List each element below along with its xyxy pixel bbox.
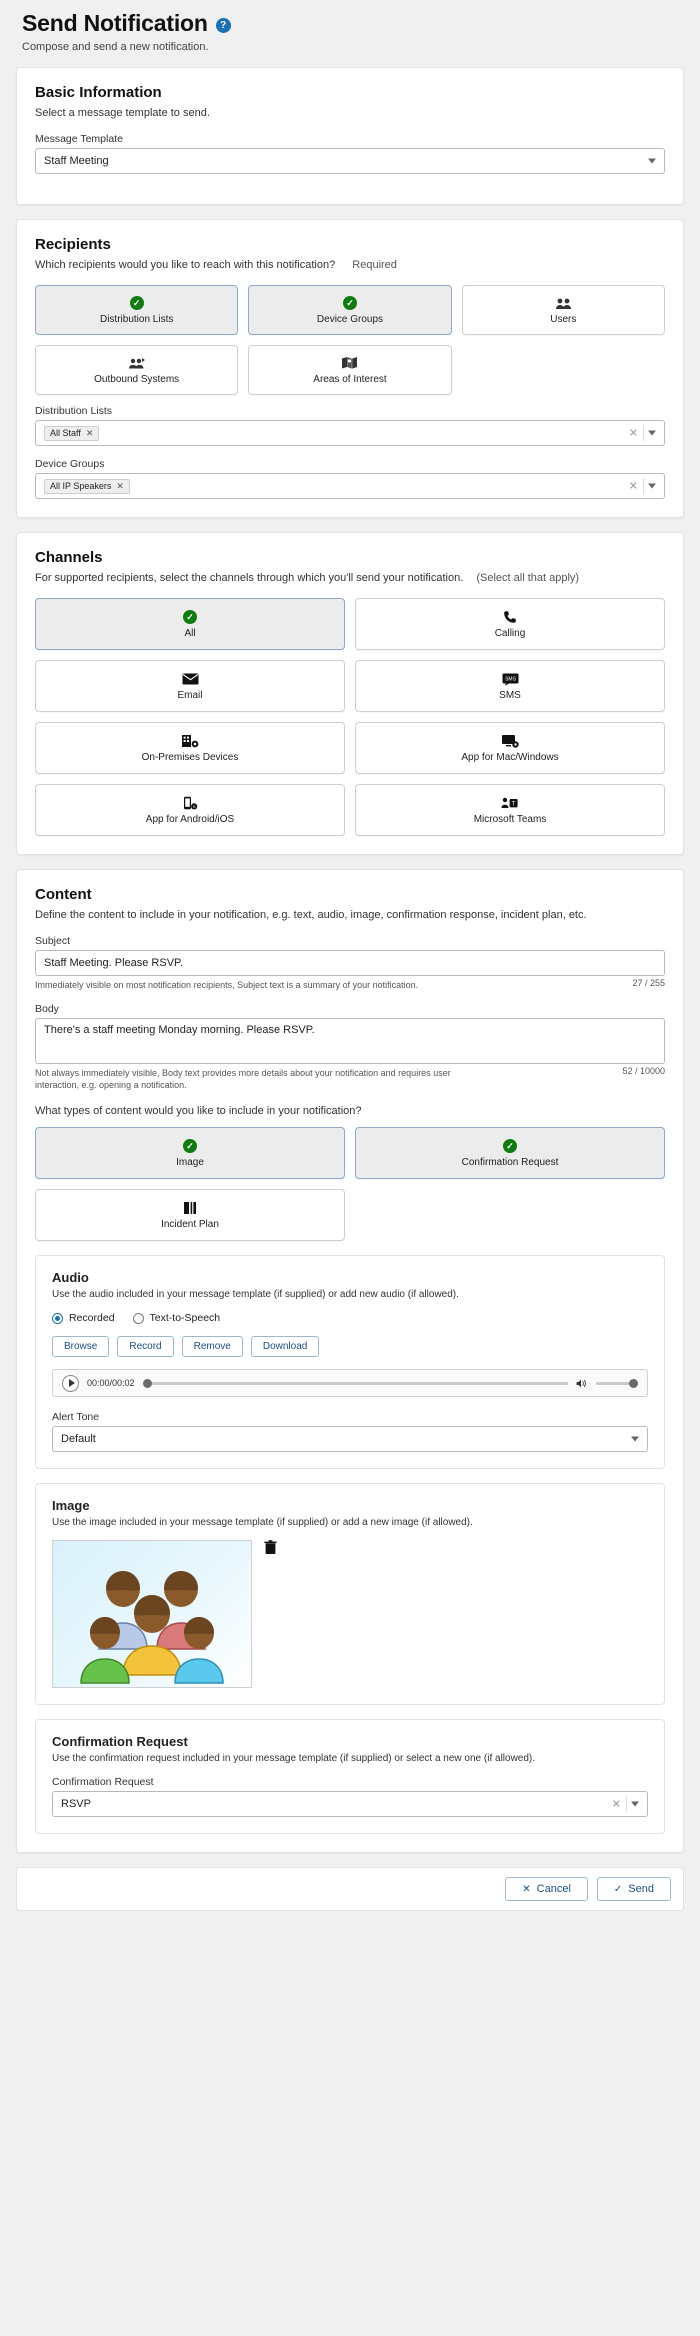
message-template-label: Message Template (35, 133, 123, 145)
on-prem-device-icon (181, 733, 199, 749)
recipients-description (35, 259, 665, 271)
content-card (16, 869, 684, 1853)
confirmation-subsection (35, 1719, 665, 1834)
svg-text:S: S (192, 804, 196, 809)
distribution-lists-field (35, 405, 665, 446)
help-icon[interactable]: ? (216, 18, 231, 33)
channel-tile-label: App for Mac/Windows (461, 752, 559, 763)
check-circle-icon: ✓ (183, 1138, 197, 1154)
content-type-tile-incident-plan[interactable] (35, 1189, 345, 1241)
recipient-tile-areas-of-interest[interactable] (248, 345, 451, 395)
chevron-down-icon (648, 484, 656, 489)
recipient-tile-device-groups[interactable] (248, 285, 451, 335)
image-description: Use the image included in your message template (if supplied) or add a new image (if allowed). (52, 1517, 473, 1529)
confirmation-request-field (52, 1776, 648, 1817)
svg-text:SMS: SMS (504, 675, 516, 682)
cancel-button[interactable] (505, 1877, 588, 1901)
distribution-lists-label: Distribution Lists (35, 405, 113, 417)
confirmation-description: Use the confirmation request included in your message template (if supplied) or select a new one (if allowed). (52, 1753, 536, 1765)
subject-input[interactable] (35, 950, 665, 976)
basic-information-title: Basic Information (35, 84, 162, 101)
recipient-tile-label: Distribution Lists (99, 314, 174, 325)
map-area-icon (341, 355, 358, 371)
subject-helper: Immediately visible on most notification recipients, Subject text is a summary of your notification. (35, 980, 419, 990)
cancel-button-label: Cancel (536, 1883, 571, 1896)
body-label: Body (35, 1003, 59, 1016)
desktop-app-icon (501, 733, 519, 749)
confirmation-title: Confirmation Request (52, 1734, 188, 1750)
clear-icon[interactable]: ✕ (628, 427, 638, 440)
phone-icon (503, 609, 517, 625)
channel-tiles-row3 (35, 722, 665, 774)
check-circle-icon: ✓ (183, 609, 197, 625)
recipient-tile-label: Device Groups (316, 314, 384, 325)
content-type-tile-label: Incident Plan (161, 1219, 219, 1231)
content-type-tile-label: Confirmation Request (461, 1157, 559, 1169)
content-type-tile-confirmation-request[interactable] (355, 1127, 665, 1179)
field-divider (626, 1796, 627, 1812)
channel-tile-calling[interactable] (355, 598, 665, 650)
alert-tone-label: Alert Tone (52, 1411, 100, 1424)
subject-counter: 27 / 255 (632, 978, 665, 988)
image-preview[interactable] (52, 1540, 252, 1688)
channel-tile-app-mac-windows[interactable] (355, 722, 665, 774)
play-icon[interactable] (62, 1375, 79, 1392)
audio-description: Use the audio included in your message template (if supplied) or add new audio (if allowed). (52, 1289, 459, 1301)
page-header (0, 0, 700, 67)
page-subtitle: Compose and send a new notification. (22, 41, 209, 53)
channels-description (35, 572, 665, 584)
channel-tile-sms[interactable] (355, 660, 665, 712)
subject-label: Subject (35, 935, 71, 947)
chevron-down-icon (648, 159, 656, 164)
confirmation-request-label: Confirmation Request (52, 1776, 154, 1789)
audio-player[interactable] (52, 1369, 648, 1397)
channels-question: For supported recipients, select the channels through which you'll send your notification. (35, 572, 464, 584)
clear-icon[interactable]: ✕ (611, 1798, 621, 1811)
body-input[interactable] (35, 1018, 665, 1064)
audio-subsection (35, 1255, 665, 1469)
download-button[interactable]: Download (251, 1336, 319, 1357)
check-circle-icon: ✓ (343, 295, 357, 311)
chip-label: All IP Speakers (50, 481, 112, 491)
field-divider (643, 478, 644, 494)
channel-tile-all[interactable] (35, 598, 345, 650)
check-circle-icon: ✓ (503, 1138, 517, 1154)
audio-option-text-to-speech[interactable] (133, 1312, 221, 1324)
send-button-label: Send (628, 1883, 654, 1896)
chevron-down-icon (631, 1802, 639, 1807)
channel-tiles-row2 (35, 660, 665, 712)
channel-tile-label: App for Android/iOS (145, 814, 235, 825)
page-title: Send Notification (22, 10, 208, 36)
confirmation-request-value: RSVP (61, 1798, 91, 1811)
remove-button[interactable]: Remove (182, 1336, 243, 1357)
clear-icon[interactable]: ✕ (628, 480, 638, 493)
browse-button[interactable]: Browse (52, 1336, 109, 1357)
device-groups-label: Device Groups (35, 458, 105, 470)
chip-device-group[interactable] (44, 479, 130, 494)
audio-buttons (52, 1336, 648, 1357)
volume-icon[interactable] (576, 1378, 588, 1389)
radio-icon-tts (133, 1313, 144, 1324)
content-types-question: What types of content would you like to include in your notification? (35, 1105, 362, 1118)
channels-card (16, 532, 684, 855)
audio-option-label: Recorded (69, 1312, 115, 1325)
chip-distribution-list[interactable] (44, 426, 99, 441)
channels-hint: (Select all that apply) (476, 572, 580, 584)
alert-tone-value: Default (61, 1433, 96, 1446)
channel-tile-on-premises-devices[interactable] (35, 722, 345, 774)
radio-icon-recorded (52, 1313, 63, 1324)
recipients-required: Required (352, 259, 397, 271)
channel-tile-label: Calling (494, 628, 526, 639)
device-groups-select[interactable] (35, 473, 665, 499)
message-template-field (35, 133, 665, 174)
check-icon: ✓ (613, 1883, 623, 1895)
content-type-tile-label: Image (176, 1157, 204, 1169)
audio-option-label: Text-to-Speech (149, 1312, 221, 1325)
body-counter: 52 / 10000 (622, 1066, 665, 1077)
recipient-tile-distribution-lists[interactable] (35, 285, 238, 335)
page-title-row (22, 10, 678, 37)
channel-tile-app-android-ios[interactable] (35, 784, 345, 836)
recipients-title: Recipients (35, 236, 111, 253)
audio-source-radio-group (52, 1312, 648, 1324)
channel-tile-label: All (184, 628, 196, 639)
channel-tile-microsoft-teams[interactable] (355, 784, 665, 836)
recipient-tile-label: Outbound Systems (94, 374, 180, 385)
subject-field (35, 935, 665, 991)
body-helper: Not always immediately visible, Body text provides more details about your notification and requires user interaction, e.g. opening a notification. (35, 1068, 451, 1091)
incident-plan-icon (183, 1200, 197, 1216)
device-groups-field (35, 458, 665, 499)
basic-information-card (16, 67, 684, 205)
chip-remove-icon[interactable]: ✕ (85, 427, 94, 438)
recipient-tile-label: Users (550, 314, 577, 325)
check-circle-icon: ✓ (130, 295, 144, 311)
alert-tone-field (52, 1411, 648, 1452)
x-icon: ✕ (522, 1883, 531, 1895)
teams-icon (501, 795, 519, 811)
svg-text:T: T (511, 801, 516, 808)
recipient-tiles-row2 (35, 345, 665, 395)
channels-title: Channels (35, 549, 103, 566)
audio-progress-slider[interactable] (143, 1382, 568, 1385)
channel-tile-label: SMS (499, 690, 521, 701)
outbound-systems-icon (128, 355, 146, 371)
chip-remove-icon[interactable]: ✕ (116, 480, 124, 491)
channel-tile-label: On-Premises Devices (141, 752, 239, 763)
sms-icon (502, 671, 519, 687)
users-icon (555, 295, 572, 311)
content-type-tiles-row1 (35, 1127, 665, 1179)
subject-value: Staff Meeting. Please RSVP. (44, 957, 184, 969)
recipient-tile-users[interactable] (462, 285, 665, 335)
recipients-card (16, 219, 684, 518)
envelope-icon (182, 671, 199, 687)
basic-information-description: Select a message template to send. (35, 107, 210, 119)
audio-title: Audio (52, 1270, 89, 1286)
audio-time: 00:00/00:02 (87, 1378, 135, 1389)
trash-icon[interactable] (264, 1540, 277, 1555)
image-preview-row (52, 1540, 648, 1688)
channel-tiles-row1 (35, 598, 665, 650)
channel-tile-label: Microsoft Teams (473, 814, 547, 825)
distribution-lists-select[interactable] (35, 420, 665, 446)
message-template-value: Staff Meeting (44, 155, 109, 167)
footer-actions (16, 1867, 684, 1911)
chip-label: All Staff (50, 428, 81, 438)
content-type-tile-image[interactable] (35, 1127, 345, 1179)
volume-slider[interactable] (596, 1382, 638, 1385)
chevron-down-icon (631, 1437, 639, 1442)
recipients-question: Which recipients would you like to reach with this notification? (35, 259, 336, 271)
content-type-tiles-row2 (35, 1189, 665, 1241)
channel-tile-label: Email (177, 690, 203, 701)
mobile-app-icon (182, 795, 198, 811)
audio-option-recorded[interactable] (52, 1312, 115, 1324)
field-divider (643, 425, 644, 441)
alert-tone-select[interactable] (52, 1426, 648, 1452)
recipient-tiles (35, 285, 665, 335)
channel-tiles-row4 (35, 784, 665, 836)
channel-tile-email[interactable] (35, 660, 345, 712)
send-button[interactable] (597, 1877, 671, 1901)
content-title: Content (35, 886, 92, 903)
body-value: There's a staff meeting Monday morning. Please RSVP. (44, 1024, 315, 1037)
confirmation-request-select[interactable] (52, 1791, 648, 1817)
chevron-down-icon (648, 431, 656, 436)
body-field (35, 1003, 665, 1091)
message-template-select[interactable] (35, 148, 665, 174)
image-title: Image (52, 1498, 90, 1514)
image-subsection (35, 1483, 665, 1705)
recipient-tile-label: Areas of Interest (313, 374, 387, 385)
content-description: Define the content to include in your notification, e.g. text, audio, image, confirmation response, incident plan, etc. (35, 909, 587, 921)
record-button[interactable]: Record (117, 1336, 173, 1357)
recipient-tile-outbound-systems[interactable] (35, 345, 238, 395)
